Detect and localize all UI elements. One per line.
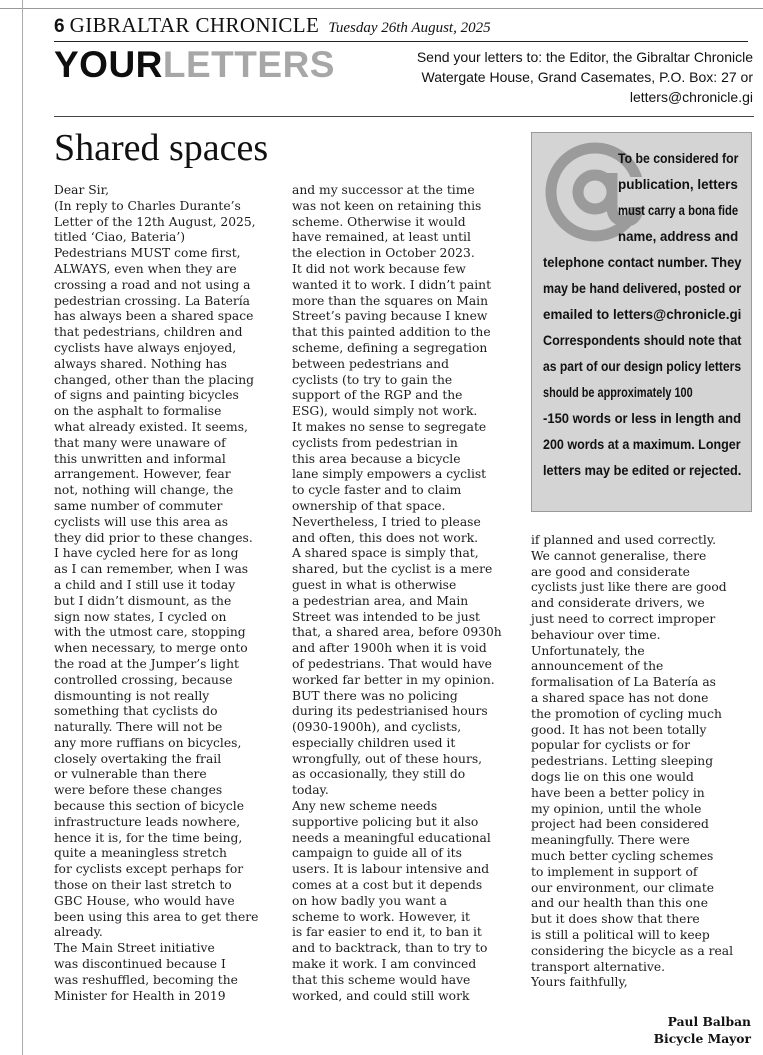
letter-line: announcement of the bbox=[531, 659, 664, 674]
send-email: letters@chronicle.gi bbox=[629, 89, 753, 105]
letter-line: on the asphalt to formalise bbox=[54, 404, 222, 419]
letter-line: changed, other than the placing bbox=[54, 372, 255, 387]
guideline-line: -150 words or less in length and bbox=[543, 411, 742, 426]
section-title-your: YOUR bbox=[54, 44, 163, 85]
letter-line: pedestrians. Letting sleeping bbox=[531, 754, 714, 769]
guideline-line: must carry a bona fide bbox=[618, 203, 739, 218]
letter-line: more than the squares on Main bbox=[292, 293, 489, 308]
letter-line: dismounting is not really bbox=[54, 688, 210, 703]
letter-line: quite a meaningless stretch bbox=[54, 846, 227, 861]
letter-line: and often, this does not work. bbox=[292, 530, 479, 545]
letter-line: cyclists just like there are good bbox=[531, 580, 727, 595]
letter-line: and my successor at the time bbox=[292, 183, 475, 197]
letter-line: cyclists from pedestrian in bbox=[292, 435, 458, 450]
letter-line: today. bbox=[292, 783, 329, 798]
letter-line: as occasionally, they still do bbox=[292, 767, 466, 782]
letter-line: shared, but the cyclist is a mere bbox=[292, 562, 493, 577]
letter-line: when necessary, to merge onto bbox=[54, 641, 248, 656]
letter-line: have been a better policy in bbox=[531, 785, 705, 800]
guideline-line: may be hand delivered, posted or bbox=[543, 281, 742, 296]
letter-line: but it does show that there bbox=[531, 912, 700, 927]
letter-line: between pedestrians and bbox=[292, 356, 449, 371]
letter-line: a shared space has not done bbox=[531, 690, 709, 705]
letter-line: that, a shared area, before 0930h bbox=[292, 625, 502, 640]
letter-line: wrongfully, out of these hours, bbox=[292, 751, 483, 766]
letter-line: this area because a bicycle bbox=[292, 451, 461, 466]
letter-line: during its pedestrianised hours bbox=[292, 704, 488, 719]
letter-line: closely overtaking the frail bbox=[54, 751, 222, 766]
letter-line: is still a political will to keep bbox=[531, 927, 710, 942]
letter-line: Street’s paving because I knew bbox=[292, 309, 488, 324]
letter-line: just need to correct improper bbox=[531, 611, 716, 626]
letter-line: needs a meaningful educational bbox=[292, 830, 491, 845]
letter-line: popular for cyclists or for bbox=[531, 738, 690, 753]
letter-line: (0930-1900h), and cyclists, bbox=[292, 720, 462, 735]
letter-line: a child and I still use it today bbox=[54, 577, 236, 592]
masthead bbox=[54, 13, 491, 38]
letter-line: but I didn’t dismount, as the bbox=[54, 593, 232, 608]
letter-line: that many were unaware of bbox=[54, 435, 226, 450]
letter-line: ALWAYS, even when they are bbox=[54, 261, 237, 276]
letter-line: for cyclists except perhaps for bbox=[54, 862, 244, 877]
letter-line: what already existed. It seems, bbox=[54, 419, 248, 434]
section-title bbox=[54, 42, 335, 88]
letter-line: of signs and painting bicycles bbox=[54, 388, 239, 403]
letter-line: pedestrian crossing. La Batería bbox=[54, 293, 250, 308]
letter-column-2 bbox=[292, 183, 502, 1004]
letter-line: controlled crossing, because bbox=[54, 672, 233, 687]
letter-line: was discontinued because I bbox=[54, 957, 226, 972]
letter-line: users. It is labour intensive and bbox=[292, 862, 490, 877]
section-title-letters: LETTERS bbox=[162, 44, 335, 85]
letter-line: guest in what is otherwise bbox=[292, 577, 457, 592]
letter-line: naturally. There will not be bbox=[54, 720, 223, 735]
letter-line: something that cyclists do bbox=[54, 704, 218, 719]
headline: Shared spaces bbox=[54, 127, 269, 169]
letter-line: are good and considerate bbox=[531, 564, 690, 579]
letter-line: A shared space is simply that, bbox=[292, 546, 479, 561]
guideline-line: should be approximately 100 bbox=[543, 385, 693, 400]
letter-line: my opinion, until the whole bbox=[531, 801, 702, 816]
letter-line: have remained, at least until bbox=[292, 230, 471, 245]
submission-guidelines-box bbox=[531, 132, 752, 512]
letter-line: a pedestrian area, and Main bbox=[292, 593, 469, 608]
letter-line: crossing a road and not using a bbox=[54, 277, 251, 292]
letter-line: the election in October 2023. bbox=[292, 246, 475, 261]
letter-line: Letter of the 12th August, 2025, bbox=[54, 214, 256, 229]
letter-line: always shared. Nothing has bbox=[54, 356, 227, 371]
signature-title: Bicycle Mayor bbox=[653, 1031, 751, 1046]
letter-line: behaviour over time. bbox=[531, 627, 661, 642]
letter-line: comes at a cost but it depends bbox=[292, 878, 483, 893]
guideline-line: name, address and bbox=[618, 229, 739, 244]
letter-line: Any new scheme needs bbox=[292, 799, 438, 814]
letter-line: especially children used it bbox=[292, 735, 456, 750]
guideline-line: Correspondents should note that bbox=[543, 333, 742, 348]
letter-line: they did prior to these changes. bbox=[54, 530, 253, 545]
letter-line: wanted it to work. I didn’t paint bbox=[292, 277, 492, 292]
letter-line: good. It has not been totally bbox=[531, 722, 707, 737]
letter-line: were before these changes bbox=[54, 783, 223, 798]
letter-line: scheme, defining a segregation bbox=[292, 340, 488, 355]
letter-line: worked, and could still work bbox=[292, 988, 470, 1003]
guideline-line: emailed to letters@chronicle.gi bbox=[543, 307, 742, 322]
letter-line: was reshuffled, becoming the bbox=[54, 972, 238, 987]
letter-line: that pedestrians, children and bbox=[54, 325, 243, 340]
letter-line: that this scheme would have bbox=[292, 972, 471, 987]
letter-line: I have cycled here for as long bbox=[54, 546, 239, 561]
letter-line: to implement in support of bbox=[531, 864, 698, 879]
letter-line: and considerate drivers, we bbox=[531, 596, 705, 611]
guideline-line: letters may be edited or rejected. bbox=[543, 463, 742, 478]
guideline-line: publication, letters bbox=[618, 177, 738, 192]
letter-line: transport alternative. bbox=[531, 959, 666, 974]
guideline-line: telephone contact number. They bbox=[543, 255, 742, 270]
letter-line: ESG), would simply not work. bbox=[292, 404, 478, 419]
send-line: Watergate House, Grand Casemates, P.O. Box: 27 or bbox=[421, 69, 753, 85]
letter-line: Minister for Health in 2019 bbox=[54, 988, 226, 1003]
letter-line: project had been considered bbox=[531, 817, 709, 832]
letter-line: (In reply to Charles Durante’s bbox=[54, 198, 241, 213]
letter-line: campaign to guide all of its bbox=[292, 846, 462, 861]
letter-line: hence it is, for the time being, bbox=[54, 830, 243, 845]
letter-line: the promotion of cycling much bbox=[531, 706, 722, 721]
letter-line: lane simply empowers a cyclist bbox=[292, 467, 487, 482]
letter-line: make it work. I am convinced bbox=[292, 957, 477, 972]
page-fold-line bbox=[22, 0, 23, 1055]
letter-line: this unwritten and informal bbox=[54, 451, 226, 466]
letter-line: worked far better in my opinion. bbox=[292, 672, 495, 687]
letter-line: formalisation of La Batería as bbox=[531, 675, 716, 690]
letter-line: and to backtrack, than to try to bbox=[292, 941, 488, 956]
letter-line: to cycle faster and to claim bbox=[292, 483, 462, 498]
letter-line: those on their last stretch to bbox=[54, 878, 232, 893]
signature bbox=[654, 1013, 751, 1047]
letter-line: We cannot generalise, there bbox=[531, 548, 707, 563]
letter-line: Nevertheless, I tried to please bbox=[292, 514, 481, 529]
section-divider bbox=[54, 116, 754, 117]
letter-line: if planned and used correctly. bbox=[531, 533, 717, 547]
letter-line: is far easier to end it, to ban it bbox=[292, 925, 482, 940]
letter-line: cyclists have always enjoyed, bbox=[54, 340, 237, 355]
letter-line: dogs lie on this one would bbox=[531, 769, 694, 784]
letter-line: considering the bicycle as a real bbox=[531, 943, 734, 958]
letter-line: already. bbox=[54, 925, 103, 940]
letter-line: or vulnerable than there bbox=[54, 767, 207, 782]
issue-date: Tuesday 26th August, 2025 bbox=[328, 20, 491, 36]
guideline-line: as part of our design policy letters bbox=[543, 359, 742, 374]
letter-line: sign now states, I cycled on bbox=[54, 609, 227, 624]
letter-line: same number of commuter bbox=[54, 498, 223, 513]
letter-line: cyclists will use this area as bbox=[54, 514, 229, 529]
letter-line: Yours faithfully, bbox=[531, 975, 628, 990]
letter-line: with the utmost care, stopping bbox=[54, 625, 246, 640]
letter-line: titled ‘Ciao, Bateria’) bbox=[54, 230, 186, 245]
letter-line: much better cycling schemes bbox=[531, 848, 714, 863]
letter-line: The Main Street initiative bbox=[54, 941, 215, 956]
letter-column-1 bbox=[54, 183, 258, 1004]
letter-line: scheme to work. However, it bbox=[292, 909, 470, 924]
letter-line: ownership of that space. bbox=[292, 498, 446, 513]
letter-line: infrastructure leads nowhere, bbox=[54, 814, 241, 829]
letter-line: of pedestrians. That would have bbox=[292, 656, 492, 671]
letter-line: It did not work because few bbox=[292, 261, 466, 276]
letter-line: Dear Sir, bbox=[54, 183, 110, 197]
top-border bbox=[0, 8, 763, 9]
letter-line: BUT there was no policing bbox=[292, 688, 458, 703]
send-line: Send your letters to: the Editor, the Gibraltar Chronicle bbox=[416, 49, 753, 65]
letter-line: scheme. Otherwise it would bbox=[292, 214, 466, 229]
letter-line: and our health than this one bbox=[531, 896, 709, 911]
letter-line: was not keen on retaining this bbox=[292, 198, 482, 213]
letter-line: our environment, our climate bbox=[531, 880, 715, 895]
letter-line: supportive policing but it also bbox=[292, 814, 479, 829]
page-number: 6 bbox=[54, 16, 65, 37]
letter-line: It makes no sense to segregate bbox=[292, 419, 487, 434]
letter-line: because this section of bicycle bbox=[54, 799, 244, 814]
letter-line: any more ruffians on bicycles, bbox=[54, 735, 242, 750]
letter-line: Pedestrians MUST come first, bbox=[54, 246, 241, 261]
letter-line: cyclists (to try to gain the bbox=[292, 372, 453, 387]
letter-line: as I can remember, when I was bbox=[54, 562, 249, 577]
letter-line: that this painted addition to the bbox=[292, 325, 491, 340]
letter-column-3 bbox=[531, 533, 733, 991]
guideline-line: To be considered for bbox=[618, 151, 739, 166]
letter-line: meaningfully. There were bbox=[531, 833, 690, 848]
letter-line: the road at the Jumper’s light bbox=[54, 656, 239, 671]
letter-line: been using this area to get there bbox=[54, 909, 259, 924]
guideline-line: 200 words at a maximum. Longer bbox=[543, 437, 741, 452]
letter-line: Unfortunately, the bbox=[531, 643, 645, 658]
letter-line: has always been a shared space bbox=[54, 309, 254, 324]
letter-line: Street was intended to be just bbox=[292, 609, 480, 624]
letter-line: GBC House, who would have bbox=[54, 893, 235, 908]
signature-name: Paul Balban bbox=[667, 1014, 751, 1029]
letter-line: on how badly you want a bbox=[292, 893, 447, 908]
letter-line: support of the RGP and the bbox=[292, 388, 463, 403]
letter-line: arrangement. However, fear bbox=[54, 467, 231, 482]
send-letters-info bbox=[403, 47, 753, 107]
letter-line: and after 1900h when it is void bbox=[292, 641, 487, 656]
paper-name: GIBRALTAR CHRONICLE bbox=[69, 13, 320, 37]
letter-line: not, nothing will change, the bbox=[54, 483, 234, 498]
